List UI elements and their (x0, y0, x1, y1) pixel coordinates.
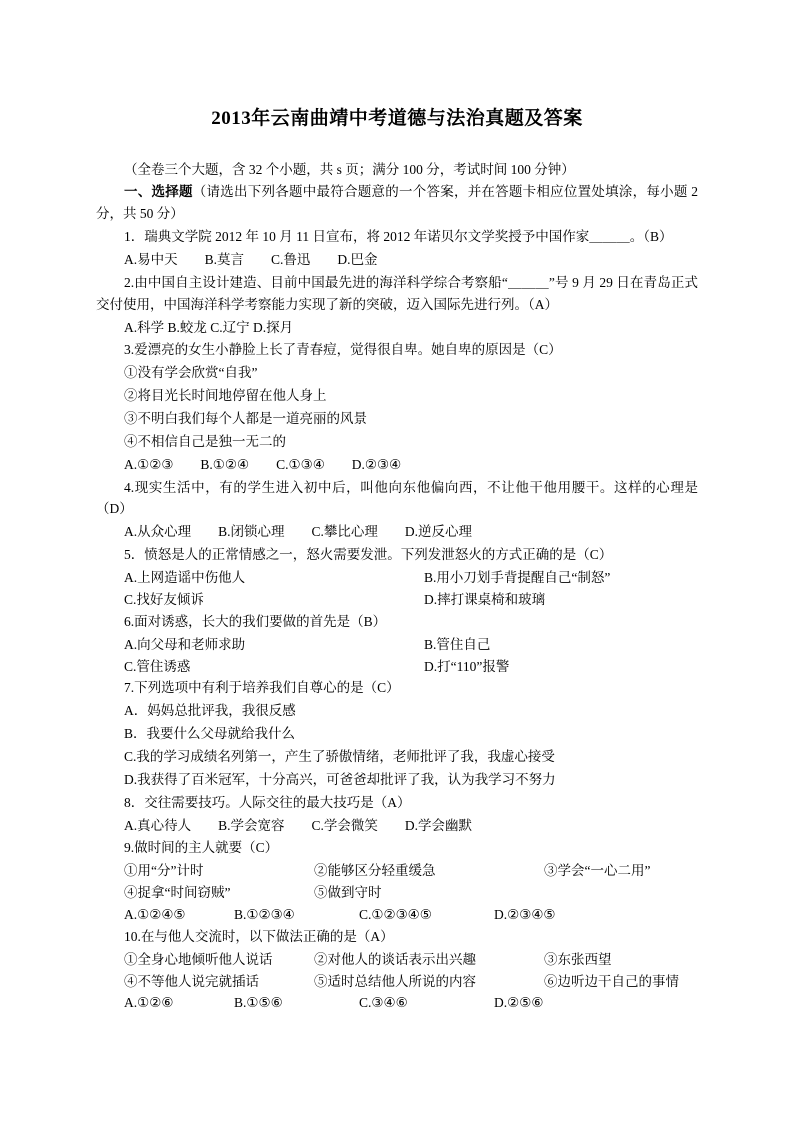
question-sub-options-row (96, 882, 698, 904)
option-b: B.管住自己 (424, 636, 491, 652)
question-stem: 1．瑞典文学院 2012 年 10 月 11 日宣布，将 2012 年诺贝尔文学奖授予中国作家＿＿＿。（B） (124, 229, 673, 245)
question-options-row (96, 634, 698, 656)
section-1-label: 一、选择题 (124, 184, 193, 200)
question-options: A.从众心理 B.闭锁心理 C.攀比心理 D.逆反心理 (124, 524, 473, 540)
question-sub-options-row (96, 949, 698, 971)
question-stem: 6.面对诱惑，长大的我们要做的首先是（B） (124, 613, 387, 629)
question-stem: 9.做时间的主人就要（C） (124, 840, 279, 856)
option-a: A．妈妈总批评我，我很反感 (124, 703, 296, 719)
exam-note: （全卷三个大题，含 32 个小题，共 s 页；满分 100 分，考试时间 100 分钟） (124, 161, 575, 177)
option-c: C.管住诱惑 (124, 658, 191, 674)
question-options-row (96, 992, 698, 1014)
question-stem: 4.现实生活中，有的学生进入初中后，叫他向东他偏向西，不让他干他用腰干。这样的心理是（D） (96, 479, 698, 517)
sub-option-3: ③学会“一心二用” (544, 863, 651, 879)
question-options-row (96, 656, 698, 678)
question-options-row (96, 567, 698, 589)
sub-option-1: ①用“分”计时 (124, 863, 204, 879)
question-options: A.科学 B.蛟龙 C.辽宁 D.探月 (124, 319, 294, 335)
option-b: B．我要什么父母就给我什么 (124, 726, 296, 742)
question-options: A.真心待人 B.学会宽容 C.学会微笑 D.学会幽默 (124, 817, 473, 833)
sub-option-1: ①全身心地倾听他人说话 (124, 951, 273, 967)
question-stem: 8．交往需要技巧。人际交往的最大技巧是（A） (124, 794, 411, 810)
option-d: D.摔打课桌椅和玻璃 (424, 591, 546, 607)
question-options-row (96, 589, 698, 611)
question-stem: 10.在与他人交流时，以下做法正确的是（A） (124, 928, 394, 944)
sub-option-4: ④捉拿“时间窃贼” (124, 885, 231, 901)
option-d: D.②③④⑤ (494, 906, 556, 922)
section-1-heading (96, 181, 698, 225)
option-b: B.①⑤⑥ (234, 995, 283, 1011)
question-stem: 2.由中国自主设计建造、目前中国最先进的海洋科学综合考察船“＿＿＿”号 9 月 29 日在青岛正式交付使用，中国海洋科学考察能力实现了新的突破，迈入国际先进行列。（A） (96, 274, 698, 312)
sub-option-2: ②能够区分轻重缓急 (314, 863, 436, 879)
option-c: C.我的学习成绩名列第一，产生了骄傲情绪，老师批评了我，我虚心接受 (124, 748, 555, 764)
question-stem: 7.下列选项中有利于培养我们自尊心的是（C） (124, 680, 400, 696)
question-sub-options-row (96, 860, 698, 882)
question-options-row (96, 904, 698, 926)
sub-option-5: ⑤适时总结他人所说的内容 (314, 973, 476, 989)
sub-option-6: ⑥边听边干自己的事情 (544, 973, 679, 989)
option-a: A.向父母和老师求助 (124, 636, 246, 652)
sub-option-2: ②对他人的谈话表示出兴趣 (314, 951, 476, 967)
option-d: D.打“110”报警 (424, 658, 510, 674)
section-1-instruction: （请选出下列各题中最符合题意的一个答案，并在答题卡相应位置处填涂，每小题 2 分，共 50 分） (96, 184, 699, 222)
sub-option-3: ③东张西望 (544, 951, 612, 967)
question-stem: 3.爱漂亮的女生小静脸上长了青春痘，觉得很自卑。她自卑的原因是（C） (124, 342, 562, 358)
question-sub-option: ①没有学会欣赏“自我” (124, 365, 258, 381)
option-a: A.上网造谣中伤他人 (124, 570, 246, 586)
option-a: A.①②⑥ (124, 995, 174, 1011)
question-sub-options-row (96, 971, 698, 993)
option-c: C.①②③④⑤ (359, 906, 432, 922)
option-c: C.③④⑥ (359, 995, 408, 1011)
option-a: A.①②④⑤ (124, 906, 186, 922)
option-d: D.②⑤⑥ (494, 995, 544, 1011)
question-sub-option: ④不相信自己是独一无二的 (124, 433, 286, 449)
sub-option-5: ⑤做到守时 (314, 885, 382, 901)
sub-option-6 (544, 882, 698, 904)
question-sub-option: ②将目光长时间地停留在他人身上 (124, 388, 327, 404)
question-sub-option: ③不明白我们每个人都是一道亮丽的风景 (124, 411, 367, 427)
option-b: B.①②③④ (234, 906, 295, 922)
option-b: B.用小刀划手背提醒自己“制怒” (424, 570, 611, 586)
page-title: 2013年云南曲靖中考道德与法治真题及答案 (211, 108, 583, 129)
option-c: C.找好友倾诉 (124, 591, 204, 607)
question-options: A.①②③ B.①②④ C.①③④ D.②③④ (124, 456, 402, 472)
sub-option-4: ④不等他人说完就插话 (124, 973, 259, 989)
question-options: A.易中天 B.莫言 C.鲁迅 D.巴金 (124, 252, 378, 268)
option-d: D.我获得了百米冠军，十分高兴，可爸爸却批评了我，认为我学习不努力 (124, 771, 556, 787)
question-stem: 5．愤怒是人的正常情感之一，怒火需要发泄。下列发泄怒火的方式正确的是（C） (124, 547, 613, 563)
